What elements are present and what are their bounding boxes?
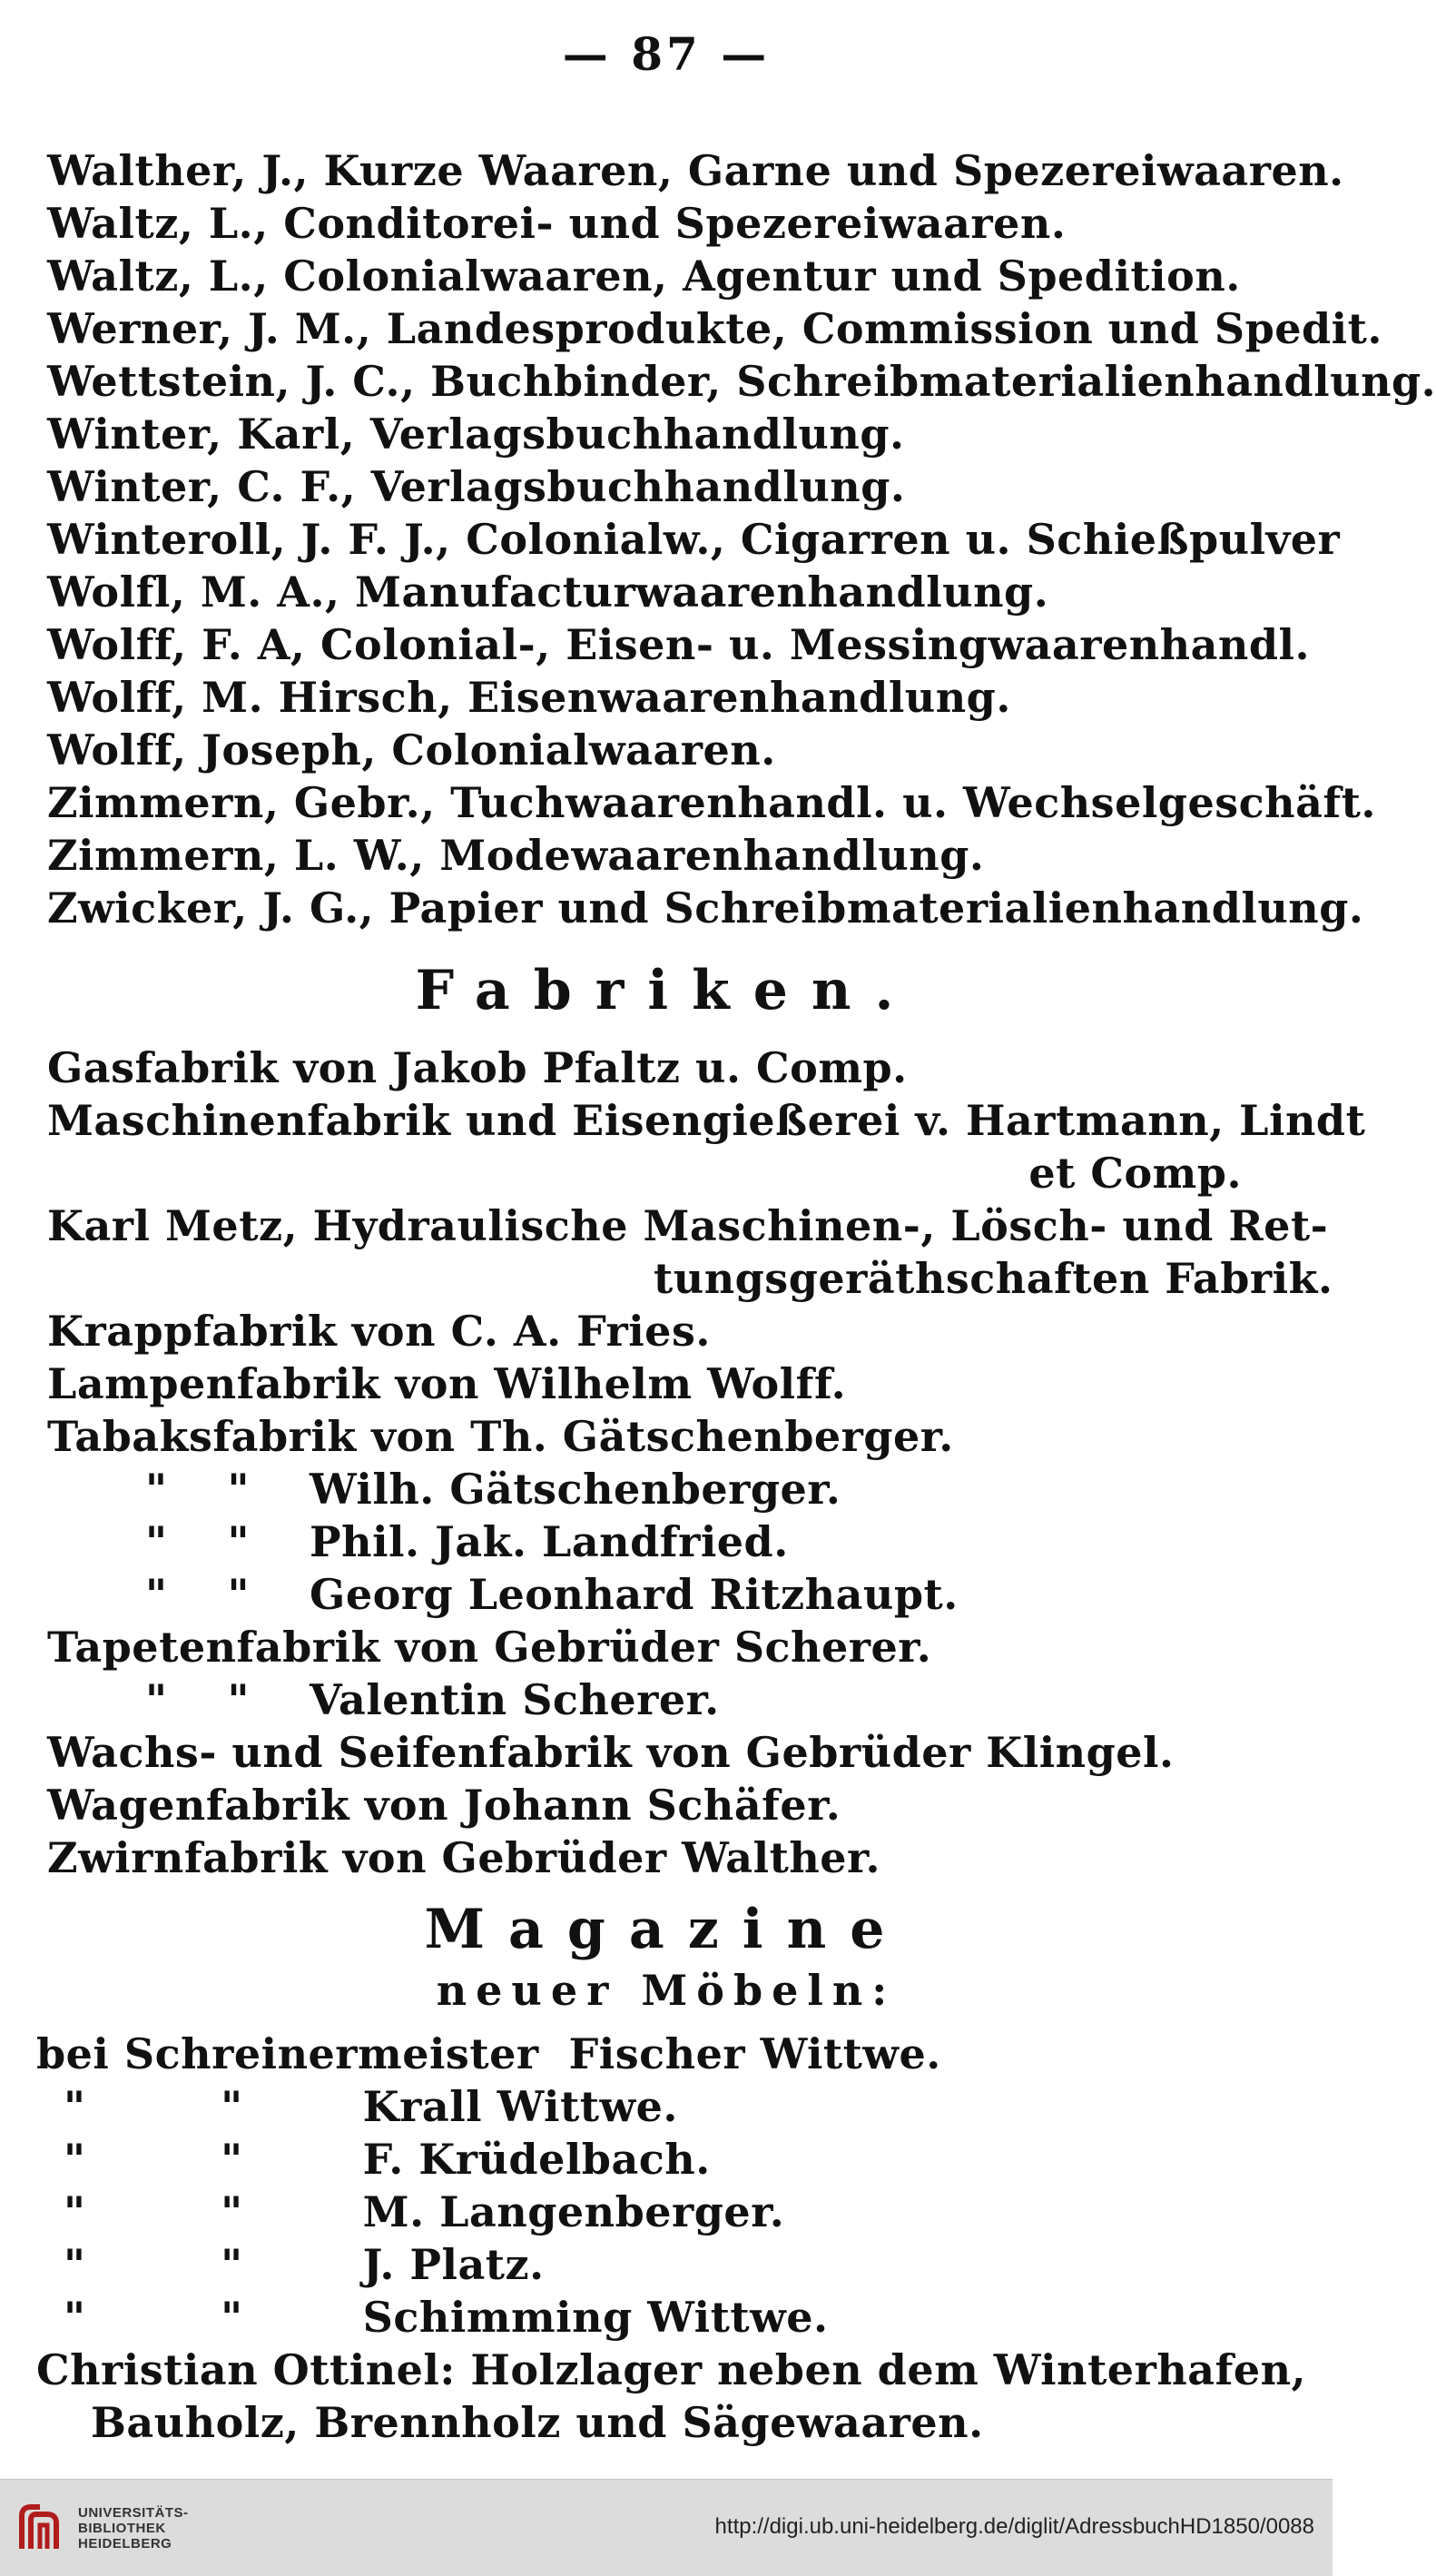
entry-wolff-joseph: Wolff, Joseph, Colonialwaaren. [47, 725, 776, 775]
fabrik-tabak-3: " " Phil. Jak. Landfried. [145, 1517, 789, 1566]
section-heading-magazine: Magazine [424, 1898, 909, 1961]
fabrik-wagen: Wagenfabrik von Johann Schäfer. [47, 1781, 841, 1830]
library-name-line2: BIBLIOTHEK [78, 2521, 166, 2536]
entry-wolff-fa: Wolff, F. A, Colonial-, Eisen- u. Messingwaarenhandl. [47, 620, 1311, 669]
fabrik-tapeten-2: " " Valentin Scherer. [145, 1675, 720, 1724]
fabrik-tapeten: Tapetenfabrik von Gebrüder Scherer. [47, 1623, 932, 1672]
magazin-ottinel-cont: Bauholz, Brennholz und Sägewaaren. [91, 2398, 984, 2447]
entry-wettstein: Wettstein, J. C., Buchbinder, Schreibmaterialienhandlung. [47, 357, 1436, 406]
magazin-ottinel: Christian Ottinel: Holzlager neben dem Winterhafen, [36, 2345, 1307, 2394]
magazin-schimming: " " Schimming Wittwe. [64, 2293, 829, 2342]
fabrik-krapp: Krappfabrik von C. A. Fries. [47, 1307, 711, 1356]
entry-walther: Walther, J., Kurze Waaren, Garne und Spezereiwaaren. [47, 146, 1344, 195]
source-url-link[interactable]: http://digi.ub.uni-heidelberg.de/diglit/AdressbuchHD1850/0088 [714, 2514, 1314, 2539]
entry-winteroll: Winteroll, J. F. J., Colonialw., Cigarren u. Schießpulver [47, 515, 1341, 564]
fabrik-maschinen: Maschinenfabrik und Eisengießerei v. Hartmann, Lindt [47, 1096, 1366, 1145]
fabrik-maschinen-cont: et Comp. [1028, 1149, 1242, 1198]
library-name-line3: HEIDELBERG [78, 2536, 172, 2551]
magazin-kruedelbach: " " F. Krüdelbach. [64, 2135, 711, 2184]
library-footer [0, 2479, 1333, 2576]
fabrik-lampen: Lampenfabrik von Wilhelm Wolff. [47, 1359, 847, 1408]
magazin-krall: " " Krall Wittwe. [64, 2082, 678, 2131]
section-subheading-moebel: neuer Möbeln: [436, 1966, 897, 2015]
fabrik-tabak-2: " " Wilh. Gätschenberger. [145, 1465, 841, 1514]
entry-winter-karl: Winter, Karl, Verlagsbuchhandlung. [47, 410, 905, 459]
magazin-platz: " " J. Platz. [64, 2240, 545, 2289]
magazin-langenberger: " " M. Langenberger. [64, 2187, 785, 2236]
library-name [78, 2505, 189, 2551]
entry-wolfl: Wolfl, M. A., Manufacturwaarenhandlung. [47, 568, 1049, 617]
fabrik-zwirn: Zwirnfabrik von Gebrüder Walther. [47, 1833, 881, 1882]
entry-wolff-hirsch: Wolff, M. Hirsch, Eisenwaarenhandlung. [47, 673, 1011, 722]
section-heading-fabriken: Fabriken. [415, 959, 918, 1022]
university-library-logo-icon [16, 2500, 64, 2554]
fabrik-tabak: Tabaksfabrik von Th. Gätschenberger. [47, 1412, 954, 1461]
fabrik-wachs: Wachs- und Seifenfabrik von Gebrüder Klingel. [47, 1728, 1175, 1777]
entry-zwicker: Zwicker, J. G., Papier und Schreibmaterialienhandlung. [47, 883, 1364, 933]
magazin-fischer: bei Schreinermeister Fischer Wittwe. [36, 2029, 941, 2078]
entry-waltz-1: Waltz, L., Conditorei- und Spezereiwaaren. [47, 199, 1067, 248]
fabrik-tabak-4: " " Georg Leonhard Ritzhaupt. [145, 1570, 959, 1619]
entry-waltz-2: Waltz, L., Colonialwaaren, Agentur und Spedition. [47, 252, 1241, 301]
entry-winter-cf: Winter, C. F., Verlagsbuchhandlung. [47, 462, 906, 511]
entry-werner: Werner, J. M., Landesprodukte, Commission und Spedit. [47, 304, 1382, 353]
entry-zimmern-lw: Zimmern, L. W., Modewaarenhandlung. [47, 831, 985, 880]
fabrik-gas: Gasfabrik von Jakob Pfaltz u. Comp. [47, 1043, 908, 1092]
library-name-line1: UNIVERSITÄTS- [78, 2505, 189, 2521]
page-number: — 87 — [562, 27, 771, 81]
fabrik-metz-cont: tungsgeräthschaften Fabrik. [654, 1254, 1333, 1303]
entry-zimmern-gebr: Zimmern, Gebr., Tuchwaarenhandl. u. Wechselgeschäft. [47, 778, 1376, 827]
fabrik-metz: Karl Metz, Hydraulische Maschinen-, Lösch- und Ret- [47, 1201, 1329, 1250]
